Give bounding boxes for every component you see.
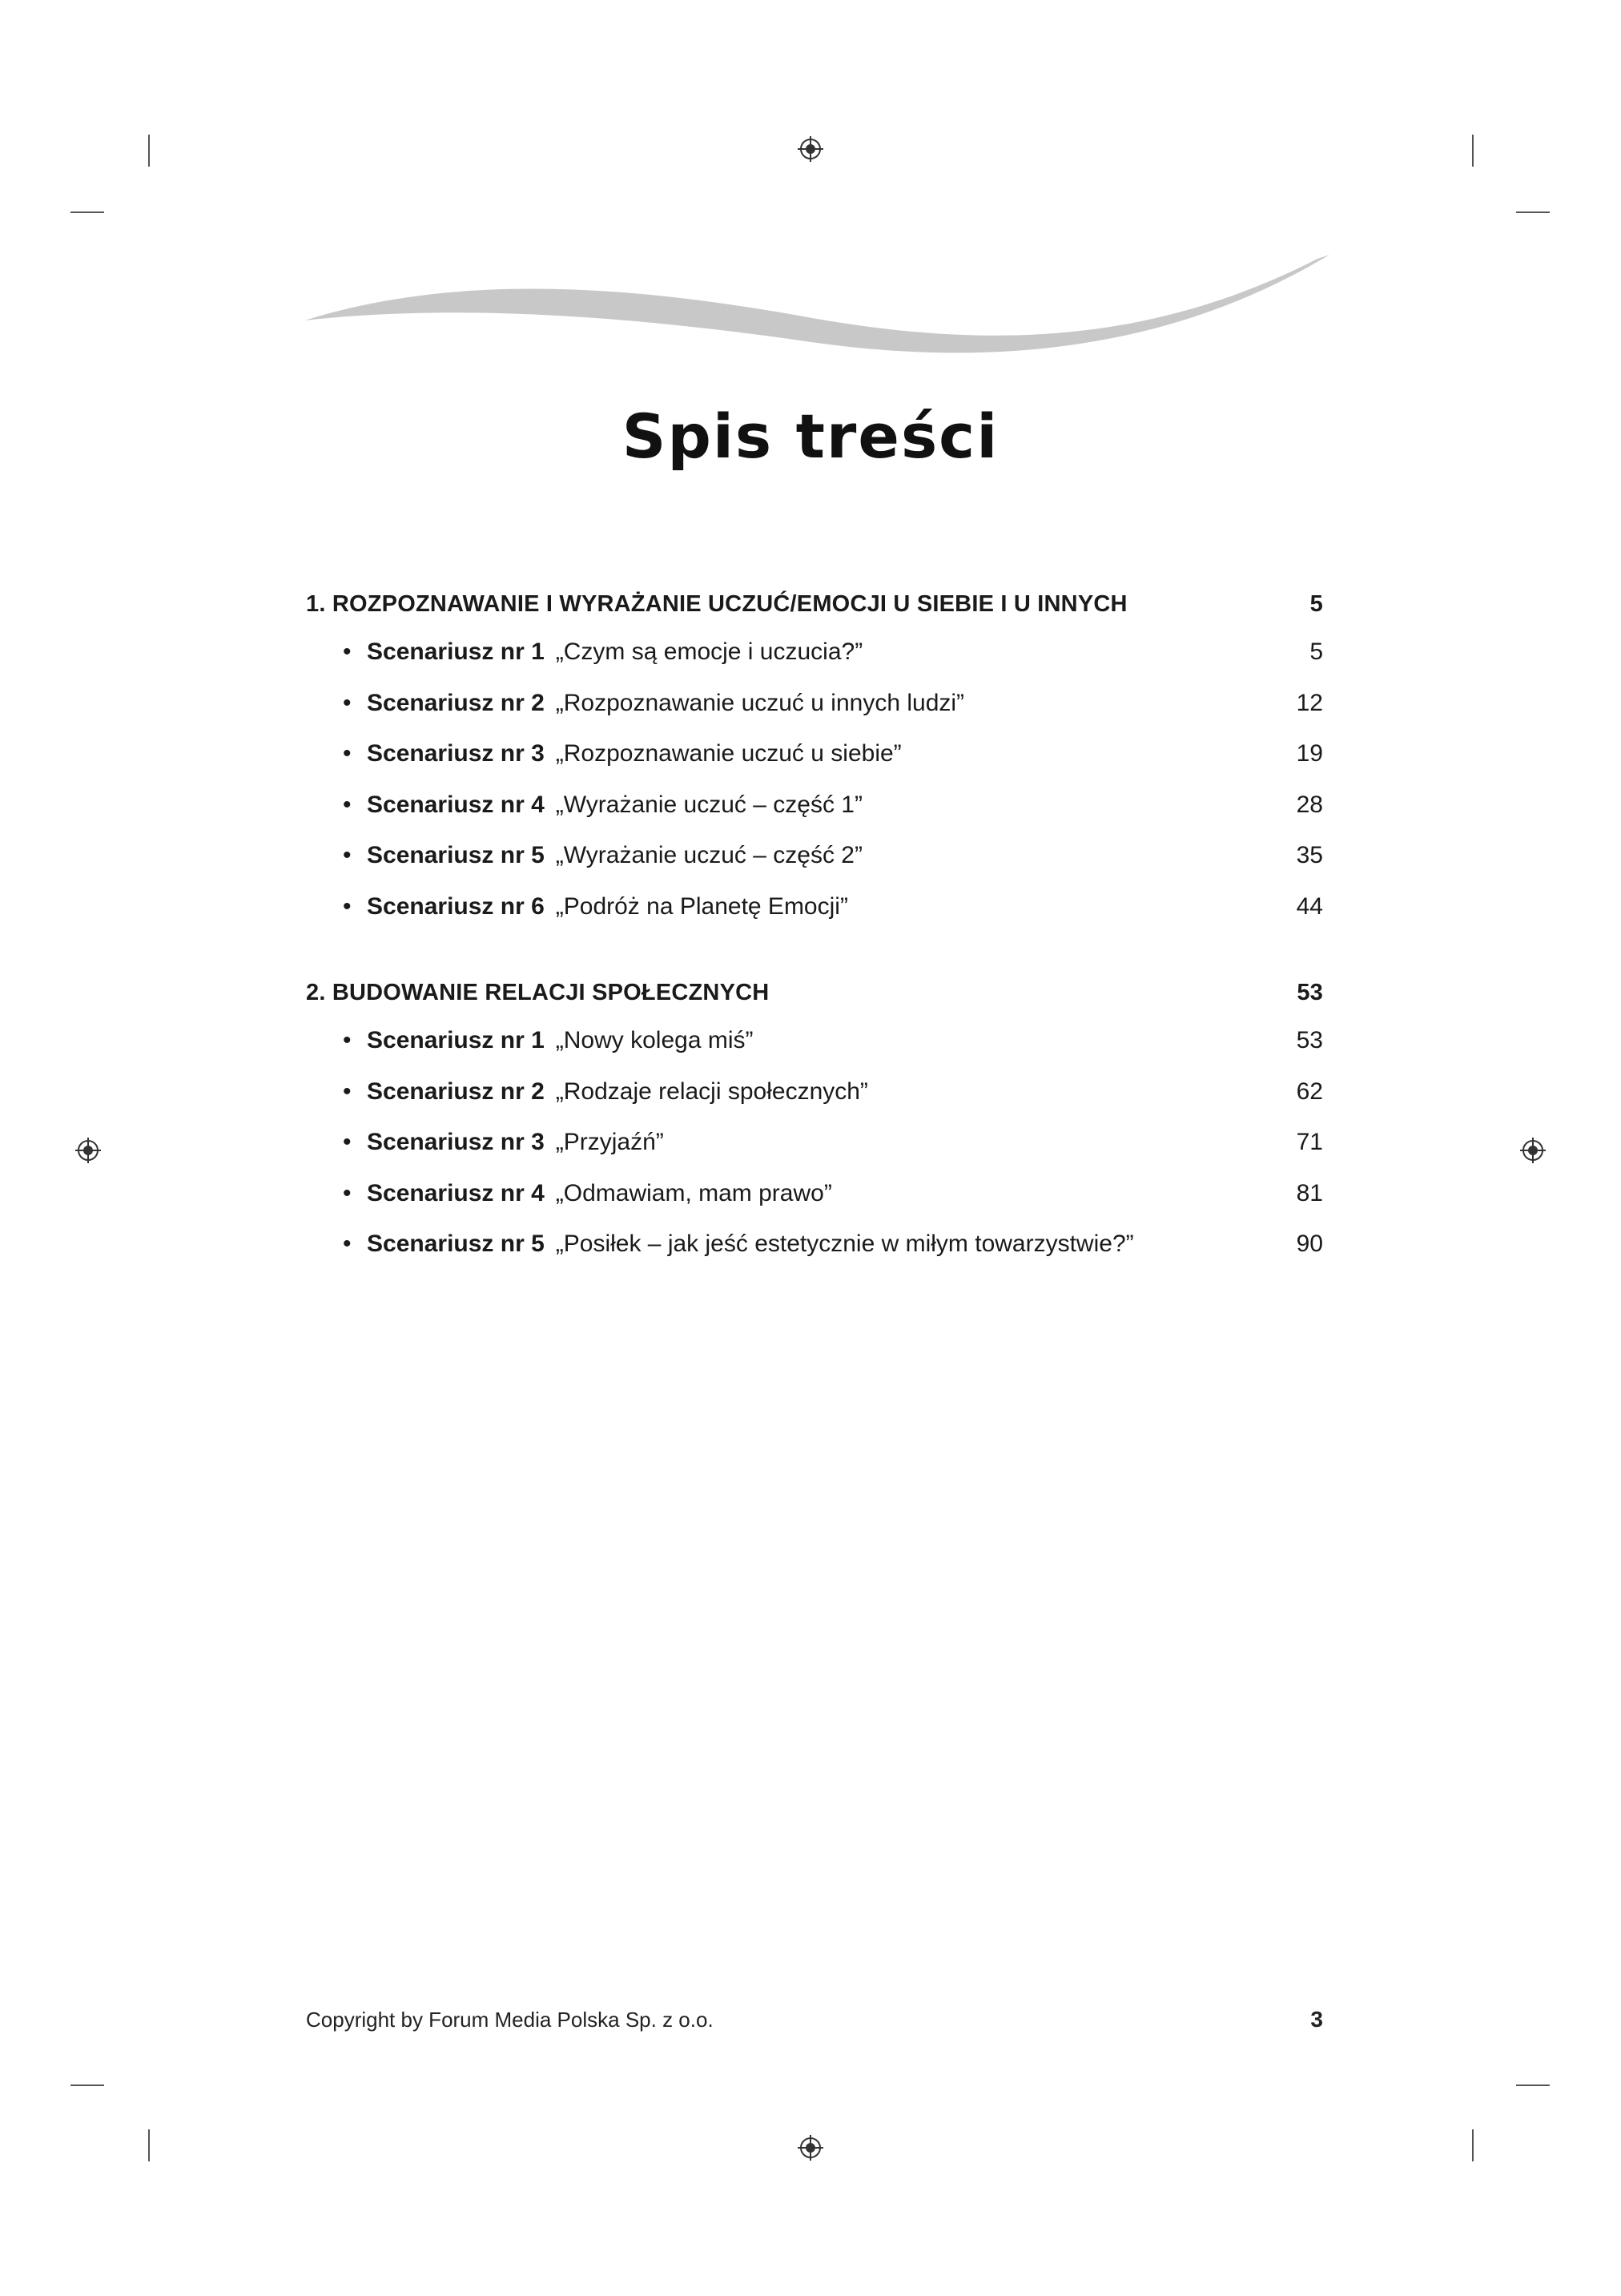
entry-label: Scenariusz nr 1	[367, 638, 545, 665]
entry-label: Scenariusz nr 4	[367, 1179, 545, 1206]
entry-title: „Rodzaje relacji społecznych”	[555, 1078, 868, 1105]
page-number: 3	[1310, 2007, 1323, 2032]
toc-entry	[306, 881, 1323, 932]
entry-page-number: 44	[1296, 892, 1323, 920]
entry-label: Scenariusz nr 5	[367, 1231, 545, 1257]
entry-title: „Czym są emocje i uczucia?”	[555, 638, 863, 665]
section-heading	[306, 970, 1323, 1015]
entry-label: Scenariusz nr 4	[367, 791, 545, 818]
entry-label: Scenariusz nr 3	[367, 740, 545, 767]
entry-page-number: 62	[1296, 1078, 1323, 1105]
registration-mark-icon	[1518, 1136, 1547, 1165]
crop-mark	[70, 211, 104, 213]
toc-section	[306, 582, 1323, 932]
entry-label: Scenariusz nr 2	[367, 1078, 545, 1105]
entry-label: Scenariusz nr 6	[367, 892, 545, 920]
entry-page-number: 19	[1296, 740, 1323, 767]
entry-page-number: 90	[1296, 1231, 1323, 1257]
toc-entry	[306, 830, 1323, 881]
section-title: 2. BUDOWANIE RELACJI SPOŁECZNYCH	[306, 980, 770, 1005]
crop-mark	[1472, 2129, 1474, 2161]
toc-entry	[306, 1168, 1323, 1219]
toc-entry	[306, 1015, 1323, 1066]
toc-entry	[306, 779, 1323, 831]
entry-title: „Wyrażanie uczuć – część 1”	[555, 791, 863, 818]
copyright-text: Copyright by Forum Media Polska Sp. z o.o.	[306, 2008, 714, 2032]
table-of-contents	[306, 582, 1323, 1308]
entry-page-number: 71	[1296, 1129, 1323, 1155]
bullet-icon: •	[343, 1179, 352, 1206]
entry-title: „Posiłek – jak jeść estetycznie w miłym towarzystwie?”	[555, 1231, 1134, 1257]
section-title: 1. ROZPOZNAWANIE I WYRAŻANIE UCZUĆ/EMOCJI U SIEBIE I U INNYCH	[306, 591, 1128, 617]
registration-mark-icon	[796, 135, 825, 163]
bullet-icon: •	[343, 1129, 352, 1155]
crop-mark	[70, 2085, 104, 2086]
bullet-icon: •	[343, 1027, 352, 1053]
bullet-icon: •	[343, 689, 352, 716]
entry-page-number: 5	[1309, 638, 1323, 665]
crop-mark	[148, 135, 150, 167]
entry-title: „Rozpoznawanie uczuć u innych ludzi”	[555, 689, 965, 716]
toc-entry	[306, 626, 1323, 678]
bullet-icon: •	[343, 740, 352, 767]
toc-entry	[306, 678, 1323, 729]
toc-entry	[306, 728, 1323, 779]
entry-page-number: 53	[1296, 1027, 1323, 1053]
bullet-icon: •	[343, 892, 352, 920]
entry-page-number: 81	[1296, 1179, 1323, 1206]
crop-mark	[1516, 2085, 1550, 2086]
bullet-icon: •	[343, 842, 352, 868]
toc-entry	[306, 1218, 1323, 1270]
entry-title: „Przyjaźń”	[555, 1129, 664, 1155]
registration-mark-icon	[796, 2133, 825, 2162]
bullet-icon: •	[343, 1078, 352, 1105]
entry-title: „Odmawiam, mam prawo”	[555, 1179, 832, 1206]
entry-label: Scenariusz nr 3	[367, 1129, 545, 1155]
bullet-icon: •	[343, 1231, 352, 1257]
entry-page-number: 12	[1296, 689, 1323, 716]
page-title: Spis treści	[621, 401, 1000, 472]
decorative-swoosh	[304, 255, 1329, 375]
crop-mark	[1516, 211, 1550, 213]
bullet-icon: •	[343, 638, 352, 665]
section-page-number: 5	[1309, 591, 1323, 617]
page-footer	[306, 2007, 1323, 2032]
entry-page-number: 35	[1296, 842, 1323, 868]
entry-label: Scenariusz nr 1	[367, 1027, 545, 1053]
bullet-icon: •	[343, 791, 352, 818]
toc-section	[306, 970, 1323, 1270]
entry-title: „Podróż na Planetę Emocji”	[555, 892, 848, 920]
entry-page-number: 28	[1296, 791, 1323, 818]
registration-mark-icon	[74, 1136, 103, 1165]
entry-title: „Nowy kolega miś”	[555, 1027, 754, 1053]
entry-title: „Wyrażanie uczuć – część 2”	[555, 842, 863, 868]
section-heading	[306, 582, 1323, 626]
toc-entry	[306, 1117, 1323, 1168]
section-page-number: 53	[1297, 980, 1323, 1005]
toc-entry	[306, 1066, 1323, 1118]
entry-label: Scenariusz nr 5	[367, 842, 545, 868]
crop-mark	[1472, 135, 1474, 167]
entry-label: Scenariusz nr 2	[367, 689, 545, 716]
entry-title: „Rozpoznawanie uczuć u siebie”	[555, 740, 902, 767]
crop-mark	[148, 2129, 150, 2161]
